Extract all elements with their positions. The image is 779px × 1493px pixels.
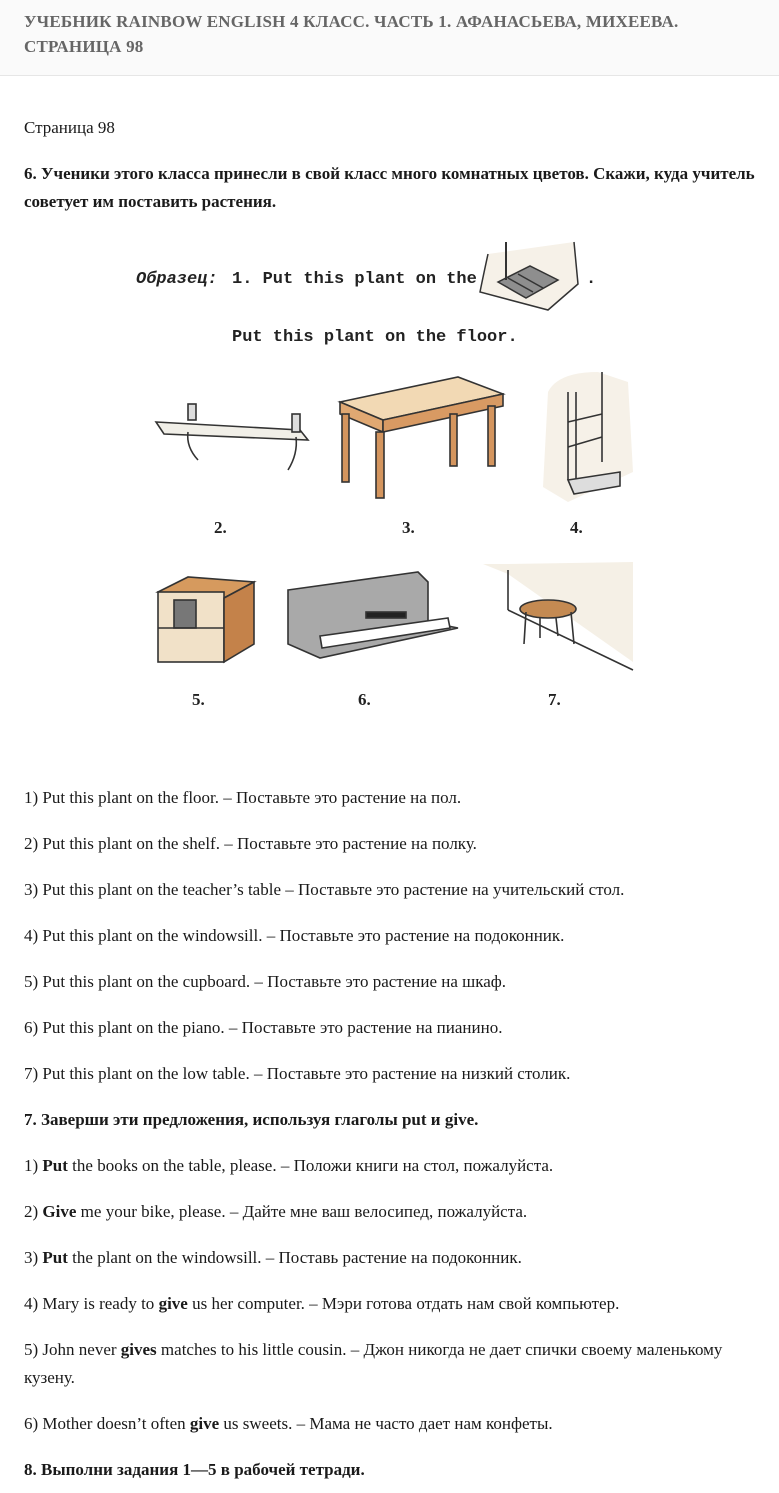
page-header xyxy=(0,0,779,76)
answer6-line-1: 1) Put this plant on the floor. – Поставьте это растение на пол. xyxy=(24,788,462,807)
cupboard-drawing xyxy=(158,577,254,662)
label-shelf: 2. xyxy=(214,518,227,537)
answer6-line-3: 3) Put this plant on the teacher’s table – Поставьте это растение на учительский стол. xyxy=(24,880,625,899)
task7-heading: 7. Заверши эти предложения, используя глаголы put и give. xyxy=(24,1110,479,1129)
sample-dot: . xyxy=(586,270,597,289)
page-title: УЧЕБНИК RAINBOW ENGLISH 4 КЛАСС. ЧАСТЬ 1. АФАНАСЬЕВА, МИХЕЕВА. СТРАНИЦА 98 xyxy=(24,12,679,56)
piano-drawing xyxy=(288,572,458,658)
shelf-drawing xyxy=(156,404,308,470)
task8-heading: 8. Выполни задания 1—5 в рабочей тетради. xyxy=(24,1460,365,1479)
answer7-line-3: 3) Put the plant on the windowsill. – Поставь растение на подоконник. xyxy=(24,1248,522,1267)
sample-text: 1. Put this plant on the xyxy=(232,270,477,289)
answer6-line-4: 4) Put this plant on the windowsill. – Поставьте это растение на подоконник. xyxy=(24,926,565,945)
task6-heading: 6. Ученики этого класса принесли в свой класс много комнатных цветов. Скажи, куда учитель советует им поставить растения. xyxy=(24,164,755,211)
answer6-line-2: 2) Put this plant on the shelf. – Поставьте это растение на полку. xyxy=(24,834,477,853)
answer7-line-6: 6) Mother doesn’t often give us sweets. – Мама не часто дает нам конфеты. xyxy=(24,1414,553,1433)
textbook-illustration xyxy=(128,232,648,722)
low-table-drawing xyxy=(483,562,633,670)
answer7-line-1: 1) Put the books on the table, please. – Положи книги на стол, пожалуйста. xyxy=(24,1156,554,1175)
sample-answer: Put this plant on the floor. xyxy=(232,328,518,347)
teacher-table-drawing xyxy=(340,377,503,498)
windowsill-drawing xyxy=(543,372,633,502)
label-low-table: 7. xyxy=(548,690,561,709)
label-teacher-table: 3. xyxy=(402,518,415,537)
floor-corner-drawing xyxy=(480,242,578,310)
answer7-line-4: 4) Mary is ready to give us her computer. – Мэри готова отдать нам свой компьютер. xyxy=(24,1294,620,1313)
answer7-line-5: 5) John never gives matches to his little cousin. – Джон никогда не дает спички своему маленькому кузену. xyxy=(24,1340,723,1387)
answer6-line-7: 7) Put this plant on the low table. – Поставьте это растение на низкий столик. xyxy=(24,1064,571,1083)
answer6-line-5: 5) Put this plant on the cupboard. – Поставьте это растение на шкаф. xyxy=(24,972,507,991)
label-cupboard: 5. xyxy=(192,690,205,709)
label-windowsill: 4. xyxy=(570,518,583,537)
furniture-drawings xyxy=(128,232,648,722)
page-label: Страница 98 xyxy=(24,118,115,137)
answer7-line-2: 2) Give me your bike, please. – Дайте мне ваш велосипед, пожалуйста. xyxy=(24,1202,528,1221)
sample-label: Образец: xyxy=(136,270,218,289)
label-piano: 6. xyxy=(358,690,371,709)
answer6-line-6: 6) Put this plant on the piano. – Поставьте это растение на пианино. xyxy=(24,1018,503,1037)
